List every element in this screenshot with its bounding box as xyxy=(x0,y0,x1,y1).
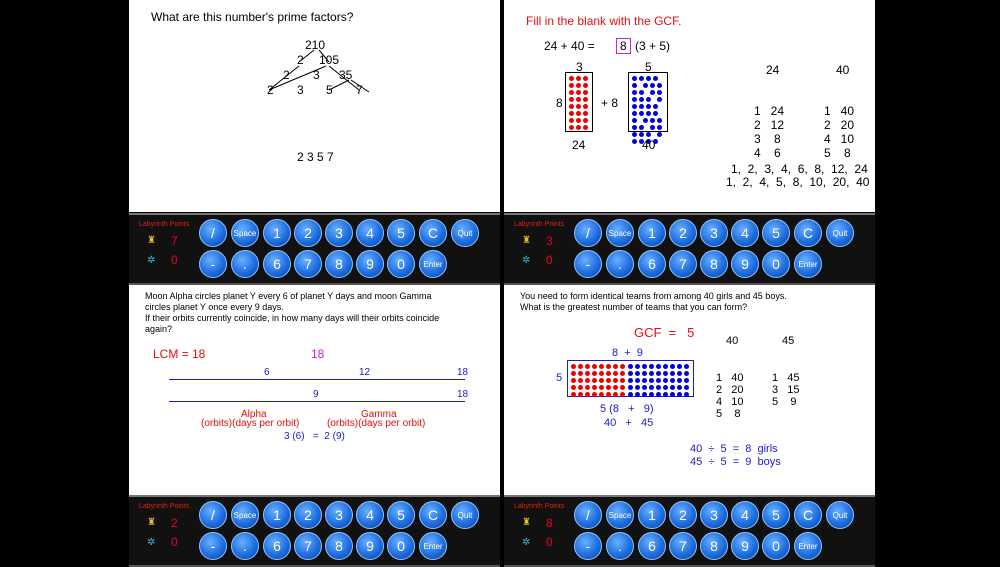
key-6[interactable]: 6 xyxy=(638,532,666,560)
labyrinth-points-title: Labyrinth Points xyxy=(514,221,565,228)
girls-dots xyxy=(570,363,627,394)
alpha-sublabel: (orbits)(days per orbit) xyxy=(201,418,300,429)
key-space[interactable]: Space xyxy=(606,219,634,247)
key-5[interactable]: 5 xyxy=(387,219,415,247)
array-side-label: 5 xyxy=(556,372,563,384)
factor-col-head: 40 xyxy=(726,335,739,347)
array-bottom-label: 40 xyxy=(642,138,656,152)
key-5[interactable]: 5 xyxy=(387,501,415,529)
key-space[interactable]: Space xyxy=(231,219,259,247)
factor-list-24: 1, 2, 3, 4, 6, 8, 12, 24 xyxy=(731,162,868,176)
gem-icon: ✲ xyxy=(147,255,156,266)
answer-text: 2 3 5 7 xyxy=(297,150,334,164)
key-4[interactable]: 4 xyxy=(356,219,384,247)
gamma-label: Gamma xyxy=(361,409,397,420)
tree-node: 2 xyxy=(297,53,304,67)
player-icon: ♜ xyxy=(147,517,156,528)
key-5[interactable]: 5 xyxy=(762,501,790,529)
tree-node: 3 xyxy=(297,83,304,97)
factor-list-40: 1, 2, 4, 5, 8, 10, 20, 40 xyxy=(726,175,870,189)
key-slash[interactable]: / xyxy=(574,219,602,247)
array-bottom-label: 24 xyxy=(572,138,586,152)
factor-col-head: 40 xyxy=(836,63,850,77)
key-minus[interactable]: - xyxy=(199,532,227,560)
gems-value: 0 xyxy=(171,535,178,549)
gcf-panel xyxy=(504,0,875,212)
sum-expression: 40 + 45 xyxy=(604,417,654,429)
player-icon: ♜ xyxy=(522,517,531,528)
key-0[interactable]: 0 xyxy=(387,250,415,278)
blue-dot-array xyxy=(628,72,668,132)
key-enter[interactable]: Enter xyxy=(794,532,822,560)
teams-panel xyxy=(504,283,875,495)
gcf-expression: 5 (8 + 9) xyxy=(600,403,654,415)
factor-col-2: 1 40 2 20 4 10 5 8 xyxy=(824,104,855,160)
labyrinth-points-title: Labyrinth Points xyxy=(139,221,190,228)
tree-node: 35 xyxy=(339,68,353,82)
factor-col-head: 45 xyxy=(782,335,795,347)
key-1[interactable]: 1 xyxy=(638,219,666,247)
key-minus[interactable]: - xyxy=(574,250,602,278)
lcm-equation: 3 (6) = 2 (9) xyxy=(284,431,345,442)
key-6[interactable]: 6 xyxy=(263,250,291,278)
array-plus-label: + 8 xyxy=(601,96,619,110)
tree-node: 5 xyxy=(326,83,333,97)
key-7[interactable]: 7 xyxy=(669,250,697,278)
factor-tree-lines xyxy=(129,0,500,212)
problem-text: Moon Alpha circles planet Y every 6 of planet Y days and moon Gamma circles planet Y once every 9 days. If their orbits currently coincide, in how many days will their orbits coincide again? xyxy=(145,291,440,334)
keypad-2 xyxy=(504,213,875,285)
key-quit[interactable]: Quit xyxy=(826,219,854,247)
key-1[interactable]: 1 xyxy=(263,501,291,529)
key-c[interactable]: C xyxy=(794,501,822,529)
key-c[interactable]: C xyxy=(419,219,447,247)
key-space[interactable]: Space xyxy=(606,501,634,529)
key-8[interactable]: 8 xyxy=(325,250,353,278)
key-4[interactable]: 4 xyxy=(731,501,759,529)
factor-col-2: 1 45 3 15 5 9 xyxy=(772,372,800,408)
problem-text: You need to form identical teams from among 40 girls and 45 boys. What is the greatest number of teams that you can form? xyxy=(520,291,787,312)
lcm-panel xyxy=(129,283,500,495)
key-dot[interactable]: . xyxy=(606,532,634,560)
key-9[interactable]: 9 xyxy=(731,250,759,278)
gcf-result: GCF = 5 xyxy=(634,325,695,340)
key-slash[interactable]: / xyxy=(199,219,227,247)
key-c[interactable]: C xyxy=(419,501,447,529)
keypad-3 xyxy=(129,495,500,567)
key-1[interactable]: 1 xyxy=(638,501,666,529)
points-value: 8 xyxy=(546,516,553,530)
key-8[interactable]: 8 xyxy=(700,532,728,560)
key-7[interactable]: 7 xyxy=(294,250,322,278)
factor-col-head: 24 xyxy=(766,63,780,77)
labyrinth-points-title: Labyrinth Points xyxy=(514,503,565,510)
key-0[interactable]: 0 xyxy=(387,532,415,560)
gems-value: 0 xyxy=(546,535,553,549)
lcm-value: 18 xyxy=(311,347,325,361)
girls-division: 40 ÷ 5 = 8 girls xyxy=(690,443,778,455)
number-line-alpha xyxy=(169,379,465,380)
key-minus[interactable]: - xyxy=(199,250,227,278)
tree-node: 7 xyxy=(356,83,363,97)
points-value: 7 xyxy=(171,234,178,248)
number-line-label: 18 xyxy=(457,389,469,400)
gcf-answer-box[interactable]: 8 xyxy=(616,38,631,54)
key-9[interactable]: 9 xyxy=(731,532,759,560)
array-top-label: 3 xyxy=(576,60,583,74)
tree-node: 2 xyxy=(267,83,274,97)
key-0[interactable]: 0 xyxy=(762,250,790,278)
number-line-label: 6 xyxy=(264,367,270,378)
key-dot[interactable]: . xyxy=(231,532,259,560)
lcm-result: LCM = 18 xyxy=(153,347,206,361)
key-2[interactable]: 2 xyxy=(669,501,697,529)
key-c[interactable]: C xyxy=(794,219,822,247)
factor-col-1: 1 40 2 20 4 10 5 8 xyxy=(716,372,744,420)
array-side-label: 8 xyxy=(556,96,563,110)
tree-node: 3 xyxy=(313,68,320,82)
key-5[interactable]: 5 xyxy=(762,219,790,247)
array-top-label: 5 xyxy=(645,60,652,74)
gems-value: 0 xyxy=(546,253,553,267)
tree-node: 210 xyxy=(305,38,326,52)
key-minus[interactable]: - xyxy=(574,532,602,560)
key-4[interactable]: 4 xyxy=(731,219,759,247)
key-9[interactable]: 9 xyxy=(356,532,384,560)
key-quit[interactable]: Quit xyxy=(451,501,479,529)
boys-division: 45 ÷ 5 = 9 boys xyxy=(690,456,781,468)
equation-left: 24 + 40 = xyxy=(544,39,595,53)
keypad-4 xyxy=(504,495,875,567)
key-quit[interactable]: Quit xyxy=(451,219,479,247)
number-line-label: 18 xyxy=(457,367,469,378)
key-dot[interactable]: . xyxy=(231,250,259,278)
key-2[interactable]: 2 xyxy=(669,219,697,247)
key-space[interactable]: Space xyxy=(231,501,259,529)
equation-right: (3 + 5) xyxy=(635,39,671,53)
key-6[interactable]: 6 xyxy=(263,532,291,560)
gem-icon: ✲ xyxy=(522,255,531,266)
gems-value: 0 xyxy=(171,253,178,267)
key-3[interactable]: 3 xyxy=(700,219,728,247)
gamma-sublabel: (orbits)(days per orbit) xyxy=(327,418,426,429)
key-dot[interactable]: . xyxy=(606,250,634,278)
player-icon: ♜ xyxy=(147,235,156,246)
key-3[interactable]: 3 xyxy=(325,501,353,529)
key-7[interactable]: 7 xyxy=(294,532,322,560)
key-9[interactable]: 9 xyxy=(356,250,384,278)
key-3[interactable]: 3 xyxy=(700,501,728,529)
points-value: 2 xyxy=(171,516,178,530)
key-3[interactable]: 3 xyxy=(325,219,353,247)
alpha-label: Alpha xyxy=(241,409,267,420)
key-enter[interactable]: Enter xyxy=(419,250,447,278)
tree-node: 2 xyxy=(283,68,290,82)
key-0[interactable]: 0 xyxy=(762,532,790,560)
key-slash[interactable]: / xyxy=(574,501,602,529)
key-quit[interactable]: Quit xyxy=(826,501,854,529)
key-2[interactable]: 2 xyxy=(294,219,322,247)
labyrinth-points-title: Labyrinth Points xyxy=(139,503,190,510)
number-line-label: 9 xyxy=(313,389,319,400)
factor-col-1: 1 24 2 12 3 8 4 6 xyxy=(754,104,785,160)
key-8[interactable]: 8 xyxy=(325,532,353,560)
prime-factor-panel xyxy=(129,0,500,212)
red-dot-array xyxy=(565,72,593,132)
key-slash[interactable]: / xyxy=(199,501,227,529)
key-enter[interactable]: Enter xyxy=(419,532,447,560)
points-value: 3 xyxy=(546,234,553,248)
key-4[interactable]: 4 xyxy=(356,501,384,529)
team-dot-array xyxy=(567,360,694,397)
number-line-gamma xyxy=(169,401,465,402)
number-line-label: 12 xyxy=(359,367,371,378)
player-icon: ♜ xyxy=(522,235,531,246)
key-8[interactable]: 8 xyxy=(700,250,728,278)
keypad-1 xyxy=(129,213,500,285)
key-6[interactable]: 6 xyxy=(638,250,666,278)
key-7[interactable]: 7 xyxy=(669,532,697,560)
tree-node: 105 xyxy=(319,53,340,67)
key-enter[interactable]: Enter xyxy=(794,250,822,278)
panel-title: Fill in the blank with the GCF. xyxy=(526,14,682,28)
array-top-label: 8 + 9 xyxy=(612,347,643,359)
gem-icon: ✲ xyxy=(522,537,531,548)
boys-dots xyxy=(627,363,691,394)
key-1[interactable]: 1 xyxy=(263,219,291,247)
gem-icon: ✲ xyxy=(147,537,156,548)
question-text: What are this number's prime factors? xyxy=(151,10,354,24)
key-2[interactable]: 2 xyxy=(294,501,322,529)
